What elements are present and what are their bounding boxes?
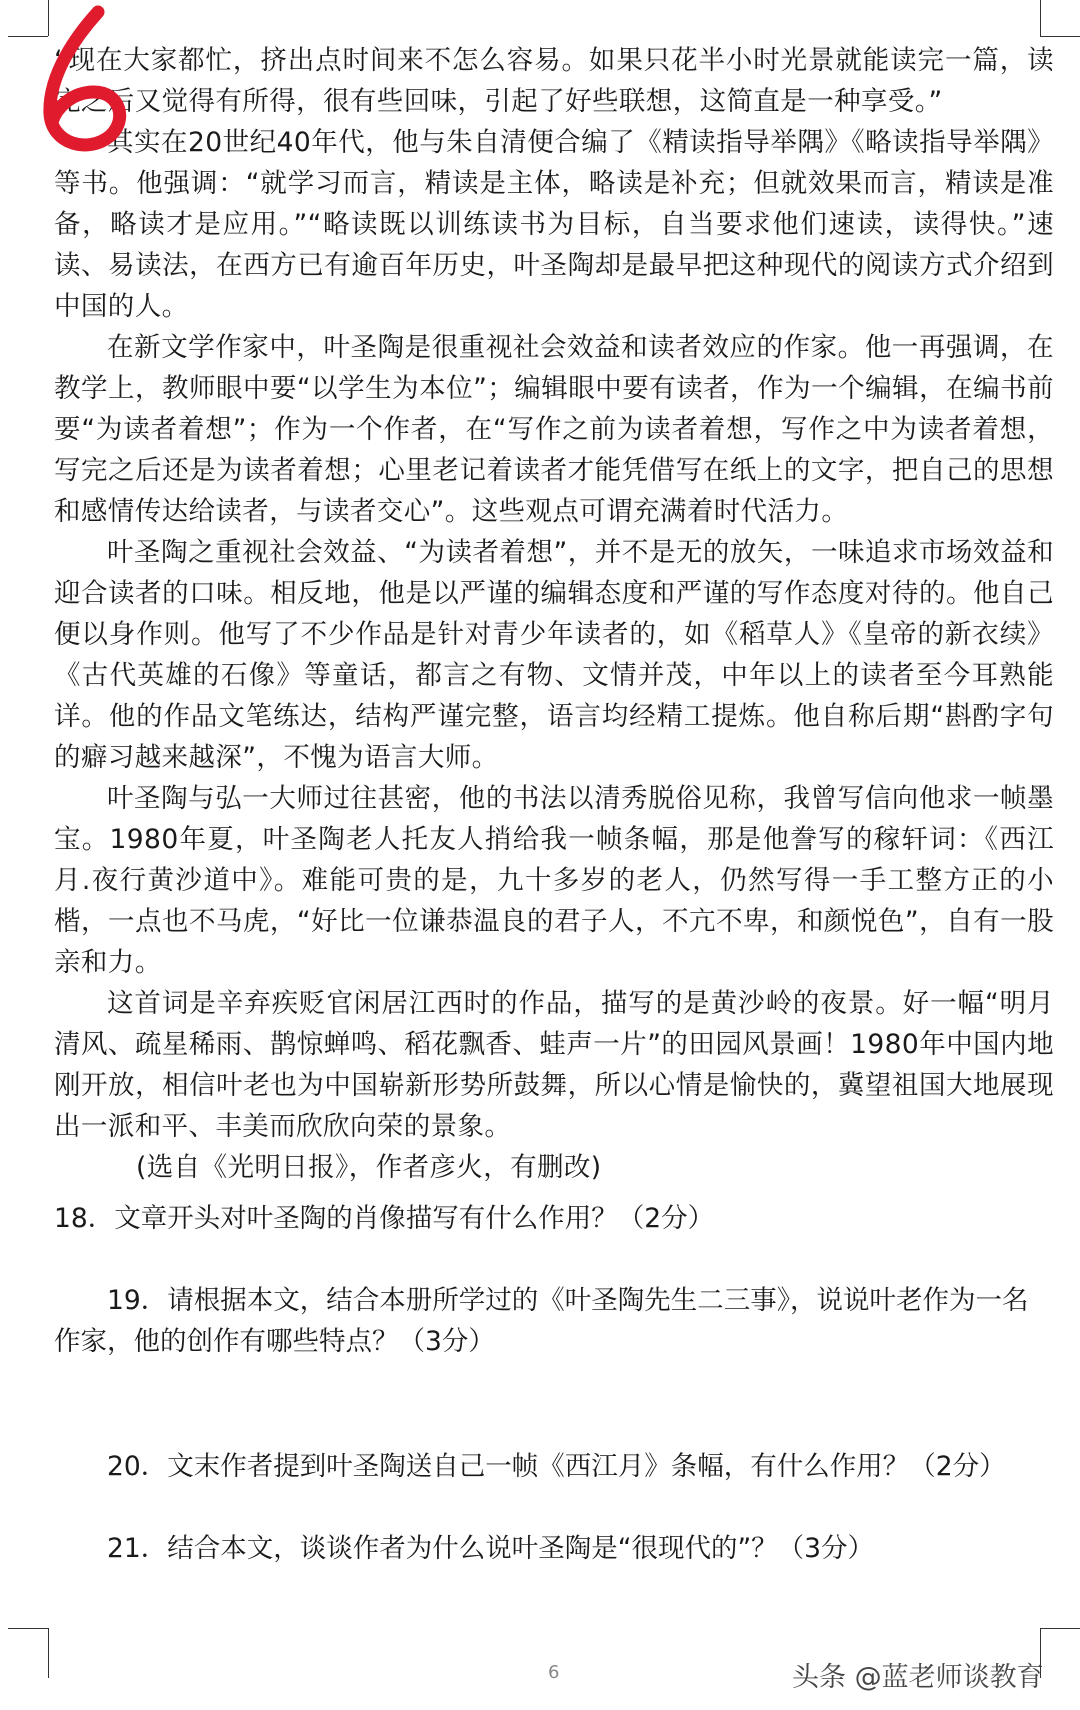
crop-mark-top-right [1040,36,1080,38]
question-18: 18．文章开头对叶圣陶的肖像描写有什么作用？（2分） [54,1203,715,1234]
crop-mark-bottom-right [1040,1628,1080,1630]
question-19: 19．请根据本文，结合本册所学过的《叶圣陶先生二三事》，说说叶老作为一名作家，他的创作有哪些特点？（3分） [54,1285,1029,1357]
page-number: 6 [548,1662,560,1683]
paragraph: 其实在20世纪40年代，他与朱自清便合编了《精读指导举隅》《略读指导举隅》等书。他强调：“就学习而言，精读是主体，略读是补充；但就效果而言，精读是准备，略读才是应用。”“略读既以训练读书为目标，自当要求他们速读，读得快。”速读、易读法，在西方已有逾百年历史，叶圣陶却是最早把这种现代的阅读方式介绍到中国的人。 [54,127,1054,322]
handwritten-number-mark [28,4,138,164]
question-21: 21．结合本文，谈谈作者为什么说叶圣陶是“很现代的”？（3分） [107,1533,875,1564]
paragraph: 叶圣陶与弘一大师过往甚密，他的书法以清秀脱俗见称，我曾写信向他求一帧墨宝。1980年夏，叶圣陶老人托友人捎给我一帧条幅，那是他誊写的稼轩词：《西江月.夜行黄沙道中》。难能可贵的是，九十多岁的老人，仍然写得一手工整方正的小楷，一点也不马虎，“好比一位谦恭温良的君子人，不亢不卑，和颜悦色”，自有一股亲和力。 [54,783,1054,978]
watermark: 头条 @蓝老师谈教育 [792,1662,1044,1693]
paragraph: 这首词是辛弃疾贬官闲居江西时的作品，描写的是黄沙岭的夜景。好一幅“明月清风、疏星稀雨、鹊惊蝉鸣、稻花飘香、蛙声一片”的田园风景画！1980年中国内地刚开放，相信叶老也为中国崭新形势所鼓舞，所以心情是愉快的，冀望祖国大地展现出一派和平、丰美而欣欣向荣的景象。 [54,988,1054,1142]
paragraph: “现在大家都忙，挤出点时间来不怎么容易。如果只花半小时光景就能读完一篇，读完之后又觉得有所得，很有些回味，引起了好些联想，这简直是一种享受。” [54,45,1054,117]
question-20: 20．文末作者提到叶圣陶送自己一帧《西江月》条幅，有什么作用？（2分） [107,1451,1006,1482]
crop-mark-top-right-v [1040,0,1042,36]
paragraph: 叶圣陶之重视社会效益、“为读者着想”，并不是无的放矢，一味追求市场效益和迎合读者的口味。相反地，他是以严谨的编辑态度和严谨的写作态度对待的。他自己便以身作则。他写了不少作品是针对青少年读者的，如《稻草人》《皇帝的新衣续》《古代英雄的石像》等童话，都言之有物、文情并茂，中年以上的读者至今耳熟能详。他的作品文笔练达，结构严谨完整，语言均经精工提炼。他自称后期“斟酌字句的癖习越来越深”，不愧为语言大师。 [54,537,1054,773]
source-note: (选自《光明日报》，作者彦火，有删改) [136,1152,602,1183]
crop-mark-bottom-left-v [48,1628,50,1678]
article-body [54,40,1054,1188]
crop-mark-bottom-left [8,1628,48,1630]
paragraph: 在新文学作家中，叶圣陶是很重视社会效益和读者效应的作家。他一再强调，在教学上，教师眼中要“以学生为本位”；编辑眼中要有读者，作为一个编辑，在编书前要“为读者着想”；作为一个作者，在“写作之前为读者着想，写作之中为读者着想，写完之后还是为读者着想；心里老记着读者才能凭借写在纸上的文字，把自己的思想和感情传达给读者，与读者交心”。这些观点可谓充满着时代活力。 [54,332,1054,527]
